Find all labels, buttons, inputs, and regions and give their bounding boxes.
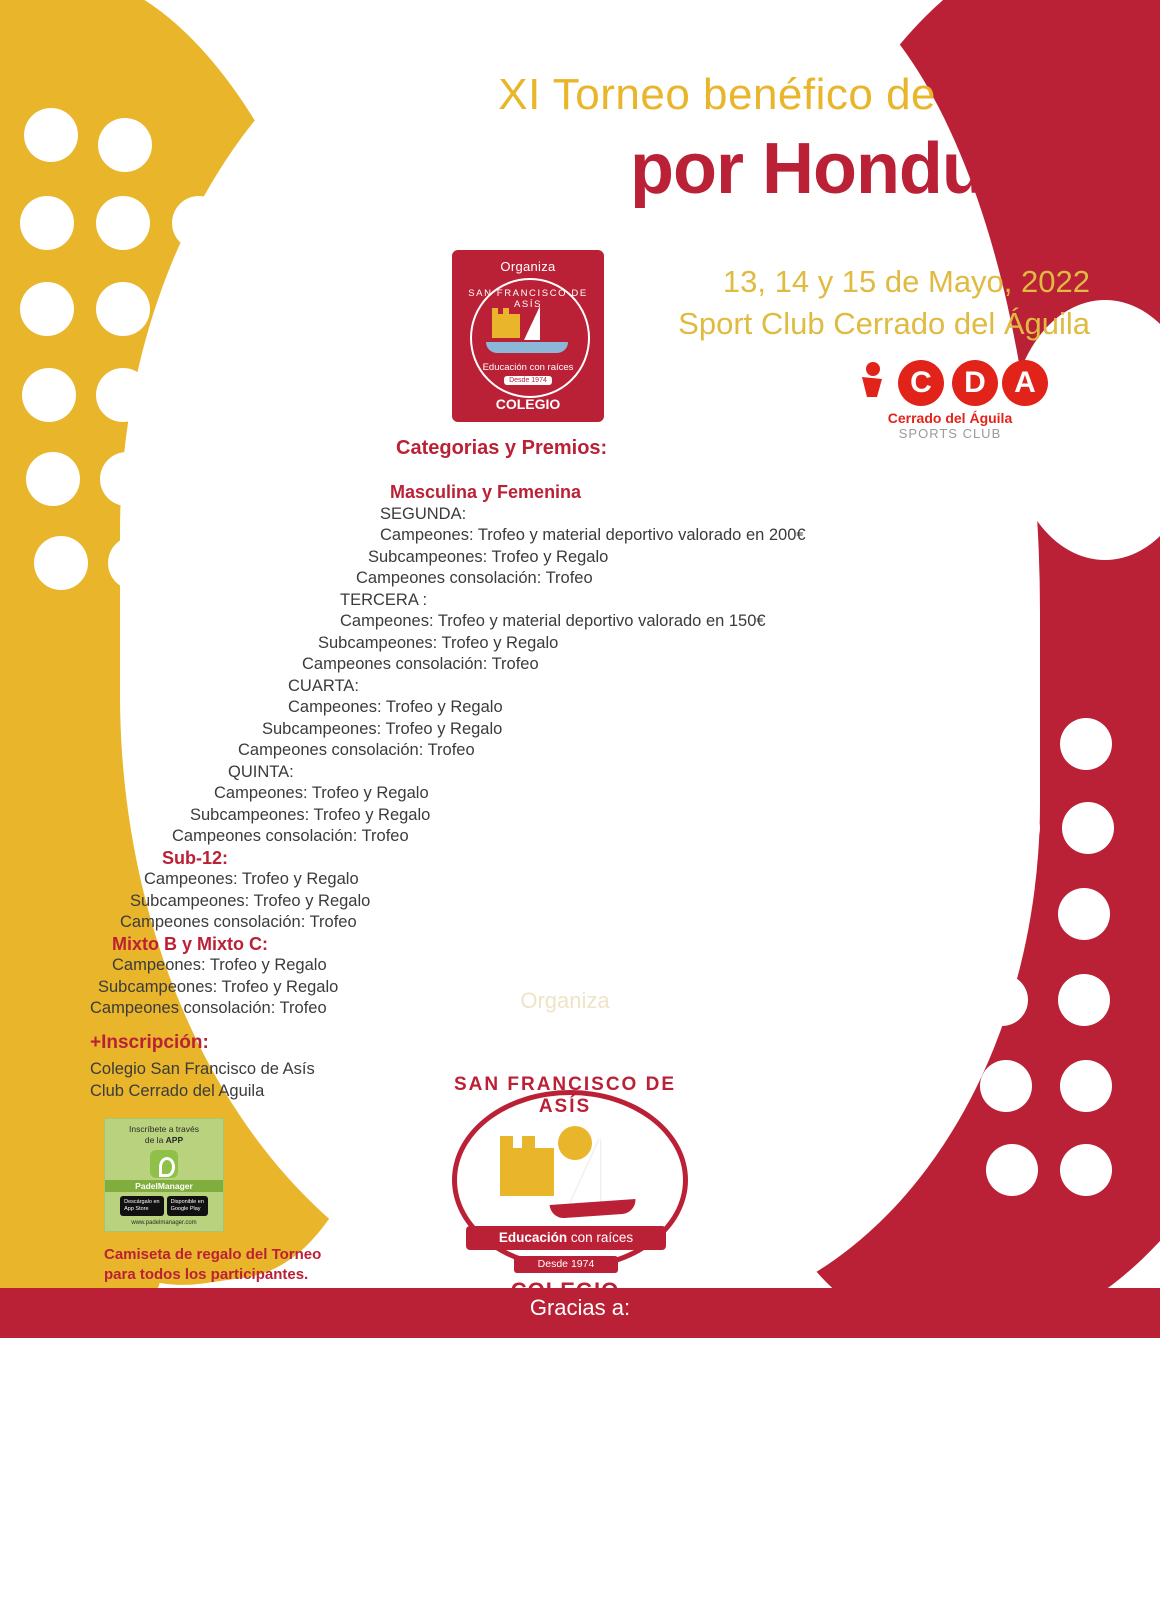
castle-icon	[492, 314, 520, 338]
racket-hole	[22, 368, 76, 422]
categories-list	[90, 482, 1010, 1020]
cda-logo	[850, 360, 1050, 440]
racket-hole	[1058, 974, 1110, 1026]
cda-letters	[850, 360, 1050, 408]
category-prize-line: Campeones: Trofeo y Regalo	[112, 956, 327, 974]
racket-hole	[172, 368, 226, 422]
category-prize-line: Campeones consolación: Trofeo	[120, 913, 357, 931]
category-prize-line: CUARTA:	[288, 676, 359, 695]
racket-hole	[98, 118, 152, 172]
cda-letter-d: D	[952, 360, 998, 406]
school-since: Desde 1974	[514, 1256, 618, 1273]
google-play-small: Disponible en	[170, 1199, 204, 1205]
racket-hole	[96, 282, 150, 336]
app-store-small: Descárgalo en	[124, 1199, 160, 1205]
badge-motto: Educación con raíces	[482, 362, 574, 373]
school-motto-plain: con raíces	[567, 1230, 634, 1245]
school-motto-banner	[466, 1226, 666, 1250]
organiza-watermark: Organiza	[520, 988, 610, 1013]
app-signup-box[interactable]	[104, 1118, 224, 1232]
badge-colegio: COLEGIO	[495, 396, 561, 412]
headline-line-2: por Honduras	[629, 129, 1090, 209]
app-store-label: App Store	[124, 1206, 149, 1212]
category-prize-line: SEGUNDA:	[380, 504, 467, 523]
racket-hole	[248, 368, 302, 422]
figure-body	[862, 377, 882, 397]
category-prize-line: Subcampeones: Trofeo y Regalo	[130, 891, 371, 910]
app-store-badges[interactable]	[105, 1196, 223, 1216]
app-box-title-line1: Inscríbete a través	[129, 1124, 199, 1134]
shirt-note-line-2: para todos los participantes.	[104, 1266, 309, 1283]
inscription-line-2: Club Cerrado del Aguila	[90, 1082, 265, 1100]
organiza-badge	[452, 250, 604, 422]
app-box-title-line2: de la	[144, 1135, 166, 1145]
footer-white-area	[0, 1338, 1160, 1600]
category-prize-line: QUINTA:	[228, 762, 294, 781]
racket-hole	[1060, 1144, 1112, 1196]
racket-hole	[172, 282, 226, 336]
racket-hole	[96, 196, 150, 250]
racket-hole	[1060, 718, 1112, 770]
racket-hole	[986, 1144, 1038, 1196]
category-prize-line: Subcampeones: Trofeo y Regalo	[368, 547, 609, 566]
cda-club-sub: SPORTS CLUB	[898, 426, 1002, 441]
category-prize-line: TERCERA :	[340, 590, 428, 609]
racket-hole	[1062, 802, 1114, 854]
event-dates: 13, 14 y 15 de Mayo, 2022	[722, 264, 1090, 299]
racket-hole	[1058, 888, 1110, 940]
headline-line-1	[330, 62, 1090, 122]
app-url: www.padelmanager.com	[131, 1220, 197, 1226]
wave-icon	[486, 342, 568, 353]
categories-title: Categorias y Premios:	[396, 437, 608, 459]
category-prize-line: Subcampeones: Trofeo y Regalo	[190, 805, 431, 824]
category-prize-line: Campeones: Trofeo y Regalo	[288, 698, 503, 716]
school-logo-large	[430, 1074, 700, 1300]
google-play-label: Google Play	[170, 1206, 201, 1212]
app-store-badge[interactable]	[120, 1196, 163, 1216]
category-prize-line: Subcampeones: Trofeo y Regalo	[318, 633, 559, 652]
category-prize-line: Campeones consolación: Trofeo	[356, 569, 593, 587]
category-prize-line: Subcampeones: Trofeo y Regalo	[262, 719, 503, 738]
padelmanager-icon	[150, 1150, 178, 1178]
sail-icon	[570, 1138, 600, 1204]
event-venue: Sport Club Cerrado del Águila	[678, 306, 1090, 341]
category-group-heading: Masculina y Femenina	[390, 482, 582, 502]
headline-prefix: XI Torneo benéfico de	[498, 70, 949, 119]
badge-since: Desde 1974	[504, 376, 552, 385]
racket-hole	[980, 1060, 1032, 1112]
category-prize-line: Campeones: Trofeo y Regalo	[144, 870, 359, 888]
cda-club-name: Cerrado del Águila	[887, 410, 1013, 426]
headline-padel: Pádel	[948, 63, 1090, 121]
category-prize-line: Campeones consolación: Trofeo	[238, 741, 475, 759]
app-name: PadelManager	[105, 1180, 223, 1192]
category-prize-line: Campeones consolación: Trofeo	[90, 999, 327, 1017]
category-prize-line: Campeones: Trofeo y material deportivo valorado en 200€	[380, 526, 806, 544]
racket-hole	[20, 196, 74, 250]
inscription-line-1: Colegio San Francisco de Asís	[90, 1060, 315, 1078]
racket-hole	[248, 282, 302, 336]
cda-letter-a: A	[1002, 360, 1048, 406]
castle-icon	[500, 1148, 554, 1196]
racket-hole	[1060, 1060, 1112, 1112]
app-box-title	[105, 1124, 223, 1146]
organiza-label: Organiza	[500, 259, 556, 274]
sailboat-icon	[524, 306, 540, 340]
school-logo-arc-text: SAN FRANCISCO DE ASÍS	[453, 1074, 676, 1117]
footer-thanks: Gracias a:	[529, 1295, 631, 1320]
racket-hole	[26, 452, 80, 506]
inscription-title: +Inscripción:	[90, 1032, 209, 1053]
racket-hole	[906, 1060, 958, 1112]
racket-hole	[20, 282, 74, 336]
category-prize-line: Campeones consolación: Trofeo	[302, 655, 539, 673]
category-group-heading: Sub-12:	[162, 847, 229, 868]
google-play-badge[interactable]	[167, 1196, 208, 1216]
category-prize-line: Campeones consolación: Trofeo	[172, 827, 409, 845]
player-figure-icon	[856, 362, 890, 408]
category-group-heading: Mixto B y Mixto C:	[112, 933, 268, 954]
racket-hole	[172, 196, 226, 250]
racket-hole	[24, 108, 78, 162]
cda-letter-c: C	[898, 360, 944, 406]
school-motto-strong: Educación	[498, 1230, 568, 1245]
shirt-note-line-1: Camiseta de regalo del Torneo	[104, 1246, 322, 1263]
category-prize-line: Campeones: Trofeo y material deportivo valorado en 150€	[340, 612, 766, 630]
app-box-title-app: APP	[165, 1135, 184, 1145]
racket-hole	[96, 368, 150, 422]
figure-head	[866, 362, 880, 376]
category-prize-line: Campeones: Trofeo y Regalo	[214, 784, 429, 802]
racket-hole	[34, 536, 88, 590]
category-prize-line: Subcampeones: Trofeo y Regalo	[98, 977, 339, 996]
badge-arc-text: SAN FRANCISCO DE ASÍS	[468, 288, 588, 310]
